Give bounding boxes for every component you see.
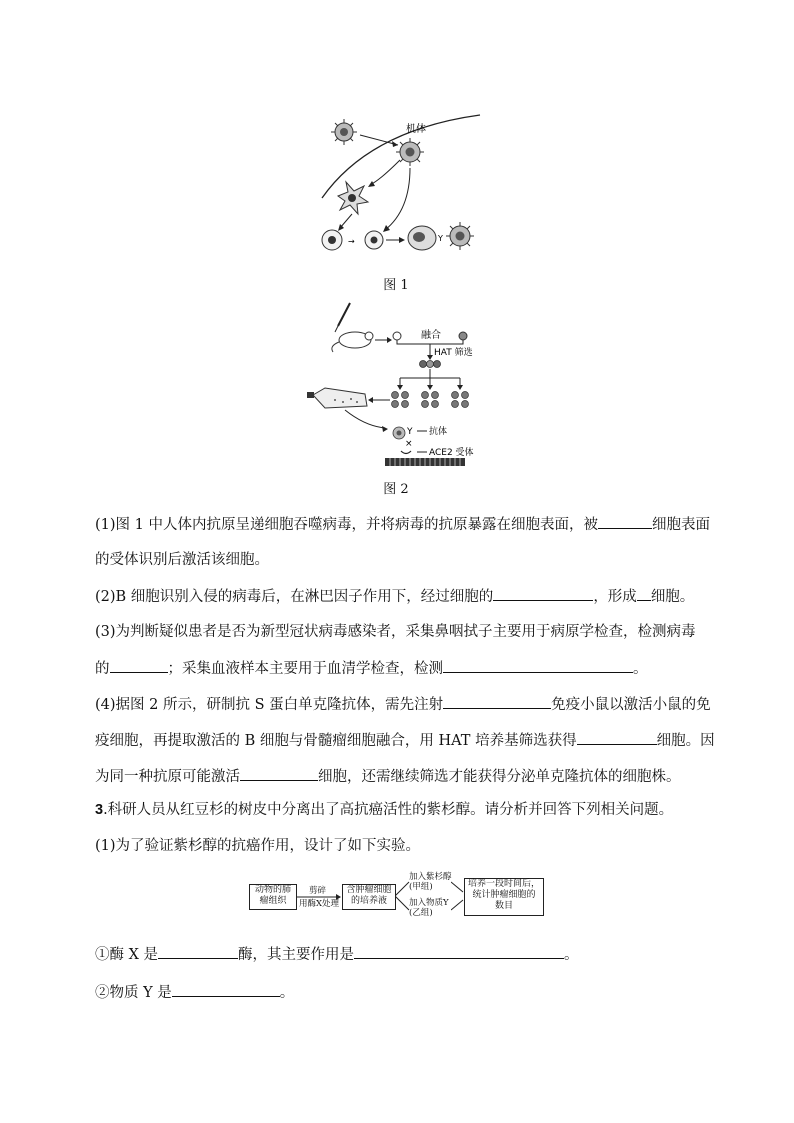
answer-blank[interactable] bbox=[110, 658, 168, 673]
text: .科研人员从红豆杉的树皮中分离出了高抗癌活性的紫杉醇。请分析并回答下列相关问题。 bbox=[103, 802, 674, 818]
text: (3)为判断疑似患者是否为新型冠状病毒感染者，采集鼻咽拭子主要用于病原学检查，检测病毒 bbox=[95, 624, 696, 640]
figure-1-immune-diagram bbox=[310, 110, 490, 265]
answer-blank[interactable] bbox=[577, 730, 657, 745]
flow-box-tissue: 动物的肺 瘤组织 bbox=[249, 884, 297, 910]
svg-text:Y: Y bbox=[407, 427, 413, 437]
question-4-line-3 bbox=[95, 766, 705, 787]
text: 的受体识别后激活该细胞。 bbox=[95, 552, 269, 568]
label-hat: HAT 筛选 bbox=[434, 348, 473, 358]
text: 酶，其主要作用是 bbox=[238, 947, 355, 963]
question-1-line-1 bbox=[95, 514, 710, 535]
mouse-icon bbox=[332, 332, 373, 352]
virus-icon bbox=[396, 138, 424, 166]
question-3-part-1 bbox=[95, 836, 705, 856]
question-3-line-1 bbox=[95, 622, 705, 642]
answer-blank[interactable] bbox=[240, 766, 318, 781]
text: ②物质 Y 是 bbox=[95, 985, 172, 1001]
syringe-icon bbox=[335, 303, 350, 332]
answer-blank[interactable] bbox=[443, 694, 551, 709]
flow-arrow-bottom-label: 用酶X处理 bbox=[299, 899, 340, 909]
answer-blank[interactable] bbox=[158, 944, 238, 959]
experiment-flowchart bbox=[249, 872, 549, 922]
flow-box-result: 培养一段时间后， 统计肿瘤细胞的 数目 bbox=[464, 878, 544, 916]
text: (2)B 细胞识别入侵的病毒后，在淋巴因子作用下，经过细胞的 bbox=[95, 589, 494, 605]
flow-branch-top-label: 加入紫杉醇 (甲组) bbox=[409, 872, 452, 892]
answer-blank[interactable] bbox=[637, 586, 651, 601]
text: 细胞，还需继续筛选才能获得分泌单克隆抗体的细胞株。 bbox=[318, 769, 681, 785]
label-antibody: 抗体 bbox=[429, 427, 448, 437]
answer-blank[interactable] bbox=[172, 982, 280, 997]
b-cell-icon bbox=[365, 231, 383, 249]
text: 细胞。因 bbox=[656, 733, 715, 749]
text: 免疫小鼠以激活小鼠的免 bbox=[551, 697, 711, 713]
clone-cells-icon bbox=[392, 392, 469, 408]
answer-blank[interactable] bbox=[598, 514, 652, 529]
text: (4)据图 2 所示，研制抗 S 蛋白单克隆抗体，需先注射 bbox=[95, 697, 444, 713]
text: ①酶 X 是 bbox=[95, 947, 159, 963]
answer-blank[interactable] bbox=[443, 658, 633, 673]
flow-box-culture: 含肿瘤细胞 的培养液 bbox=[342, 884, 396, 910]
flow-arrow-top-label: 剪碎 bbox=[309, 886, 327, 896]
label-body: 机体 bbox=[406, 124, 426, 135]
flow-branch-bottom-label: 加入物质Y (乙组) bbox=[409, 898, 449, 918]
figure-2-antibody-diagram bbox=[305, 298, 505, 470]
text: ；采集血液样本主要用于血清学检查，检测 bbox=[167, 661, 443, 677]
text: (1)为了验证紫杉醇的抗癌作用，设计了如下实验。 bbox=[95, 838, 421, 854]
text: (1)图 1 中人体内抗原呈递细胞吞噬病毒，并将病毒的抗原暴露在细胞表面，被 bbox=[95, 517, 598, 533]
text: 疫细胞，再提取激活的 B 细胞与骨髓瘤细胞融合，用 HAT 培养基筛选获得 bbox=[95, 733, 577, 749]
question-1-line-2 bbox=[95, 550, 705, 570]
question-4-line-1 bbox=[95, 694, 711, 715]
figure-2-caption: 图 2 bbox=[383, 482, 409, 497]
text: 。 bbox=[564, 947, 579, 963]
label-fusion: 融合 bbox=[421, 330, 441, 341]
t-cell-icon bbox=[322, 230, 342, 250]
answer-blank[interactable] bbox=[354, 944, 564, 959]
label-x: × bbox=[405, 439, 413, 449]
culture-flask-icon bbox=[307, 388, 367, 408]
question-3-part-1-sub-1 bbox=[95, 944, 705, 965]
virus-icon bbox=[393, 427, 405, 439]
svg-text:→: → bbox=[348, 237, 355, 246]
figure-1-caption: 图 1 bbox=[383, 278, 409, 293]
question-2 bbox=[95, 586, 705, 607]
question-number: 3 bbox=[95, 802, 104, 818]
myeloma-cell-icon bbox=[459, 332, 467, 340]
label-receptor: ACE2 受体 bbox=[429, 448, 474, 458]
text: 细胞。 bbox=[650, 589, 695, 605]
dendritic-cell-icon bbox=[338, 182, 368, 214]
text: 为同一种抗原可能激活 bbox=[95, 769, 240, 785]
plasma-cell-icon bbox=[408, 226, 436, 250]
question-3-line-2 bbox=[95, 658, 705, 679]
b-cell-icon bbox=[393, 332, 401, 340]
virus-icon bbox=[446, 222, 474, 250]
question-3-part-1-sub-2 bbox=[95, 982, 705, 1003]
question-3-heading bbox=[95, 800, 705, 820]
text: 的 bbox=[95, 661, 110, 677]
virus-icon bbox=[331, 119, 357, 145]
hybridoma-cells-icon bbox=[420, 361, 441, 368]
text: ，形成 bbox=[593, 589, 637, 605]
text: 。 bbox=[633, 661, 648, 677]
svg-text:Y: Y bbox=[438, 234, 443, 243]
answer-blank[interactable] bbox=[493, 586, 593, 601]
text: 细胞表面 bbox=[651, 517, 710, 533]
question-4-line-2 bbox=[95, 730, 715, 751]
text: 。 bbox=[279, 985, 295, 1001]
